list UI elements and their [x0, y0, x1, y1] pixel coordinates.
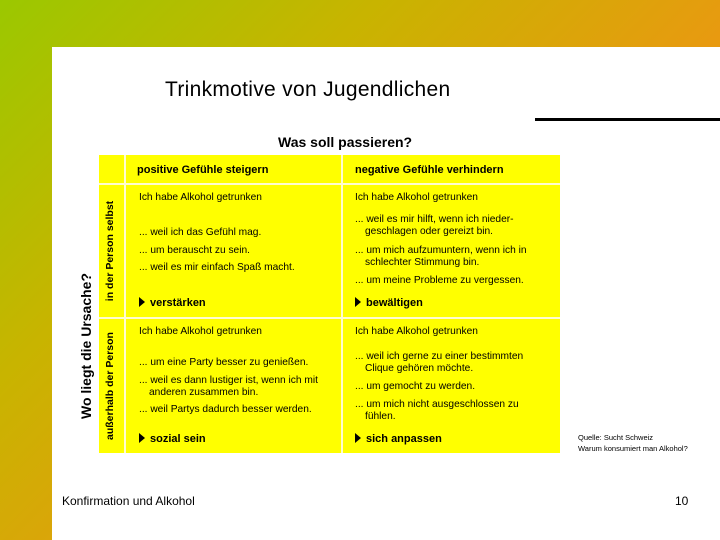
- cell-bl-line: anderen zusammen bin.: [149, 387, 259, 398]
- row-label-outer-text: außerhalb der Person: [104, 332, 116, 440]
- source-line: Quelle: Sucht Schweiz: [578, 433, 654, 442]
- outer-axis-label: [76, 236, 100, 456]
- cell-tr-intro: Ich habe Alkohol getrunken: [355, 192, 478, 203]
- column-separator: [341, 155, 343, 453]
- cell-tl-intro: Ich habe Alkohol getrunken: [139, 192, 262, 203]
- cell-bl-tag: sozial sein: [139, 433, 206, 445]
- cell-tl-line: ... weil ich das Gefühl mag.: [139, 227, 262, 238]
- cell-br-intro: Ich habe Alkohol getrunken: [355, 326, 478, 337]
- row-label-inner: [104, 185, 126, 317]
- header-separator: [99, 183, 560, 185]
- slide-title: Trinkmotive von Jugendlichen: [165, 78, 451, 101]
- cell-bl-line: ... um eine Party besser zu genießen.: [139, 357, 309, 368]
- arrow-right-icon: [355, 297, 361, 307]
- cell-tl-tag: verstärken: [139, 297, 206, 309]
- cell-br-line: Clique gehören möchte.: [365, 363, 474, 374]
- outer-axis-label-text: Wo liegt die Ursache?: [78, 273, 94, 419]
- row-label-inner-text: in der Person selbst: [104, 200, 116, 302]
- source-note: [578, 432, 688, 454]
- row-label-outer: [104, 319, 126, 453]
- cell-tl-line: ... weil es mir einfach Spaß macht.: [139, 262, 295, 273]
- source-line: Warum konsumiert man Alkohol?: [578, 444, 688, 453]
- title-underline: [535, 118, 720, 121]
- cell-tr-line: ... um mich aufzumuntern, wenn ich in: [355, 245, 527, 256]
- cell-tr-tag: bewältigen: [355, 297, 423, 309]
- cell-br-tag: sich anpassen: [355, 433, 442, 445]
- cell-br-line: ... um gemocht zu werden.: [355, 381, 476, 392]
- arrow-right-icon: [139, 297, 145, 307]
- cell-tr-line: geschlagen oder gereizt bin.: [365, 226, 493, 237]
- column-header-negative: negative Gefühle verhindern: [355, 164, 504, 176]
- arrow-right-icon: [355, 433, 361, 443]
- cell-tl-line: ... um berauscht zu sein.: [139, 245, 250, 256]
- motive-matrix: [99, 155, 560, 453]
- cell-bl-line: ... weil es dann lustiger ist, wenn ich mit: [139, 375, 318, 386]
- footer-title: Konfirmation und Alkohol: [62, 494, 195, 508]
- cell-br-line: ... um mich nicht ausgeschlossen zu: [355, 399, 519, 410]
- cell-bl-intro: Ich habe Alkohol getrunken: [139, 326, 262, 337]
- cell-tr-line: ... um meine Probleme zu vergessen.: [355, 275, 524, 286]
- row-separator: [99, 317, 560, 319]
- page-number: 10: [675, 494, 689, 508]
- matrix-subtitle: Was soll passieren?: [278, 134, 413, 150]
- cell-br-line: fühlen.: [365, 411, 396, 422]
- column-header-positive: positive Gefühle steigern: [137, 164, 269, 176]
- cell-br-line: ... weil ich gerne zu einer bestimmten: [355, 351, 524, 362]
- cell-bl-line: ... weil Partys dadurch besser werden.: [139, 404, 312, 415]
- arrow-right-icon: [139, 433, 145, 443]
- cell-tr-line: schlechter Stimmung bin.: [365, 257, 480, 268]
- cell-tr-line: ... weil es mir hilft, wenn ich nieder-: [355, 214, 514, 225]
